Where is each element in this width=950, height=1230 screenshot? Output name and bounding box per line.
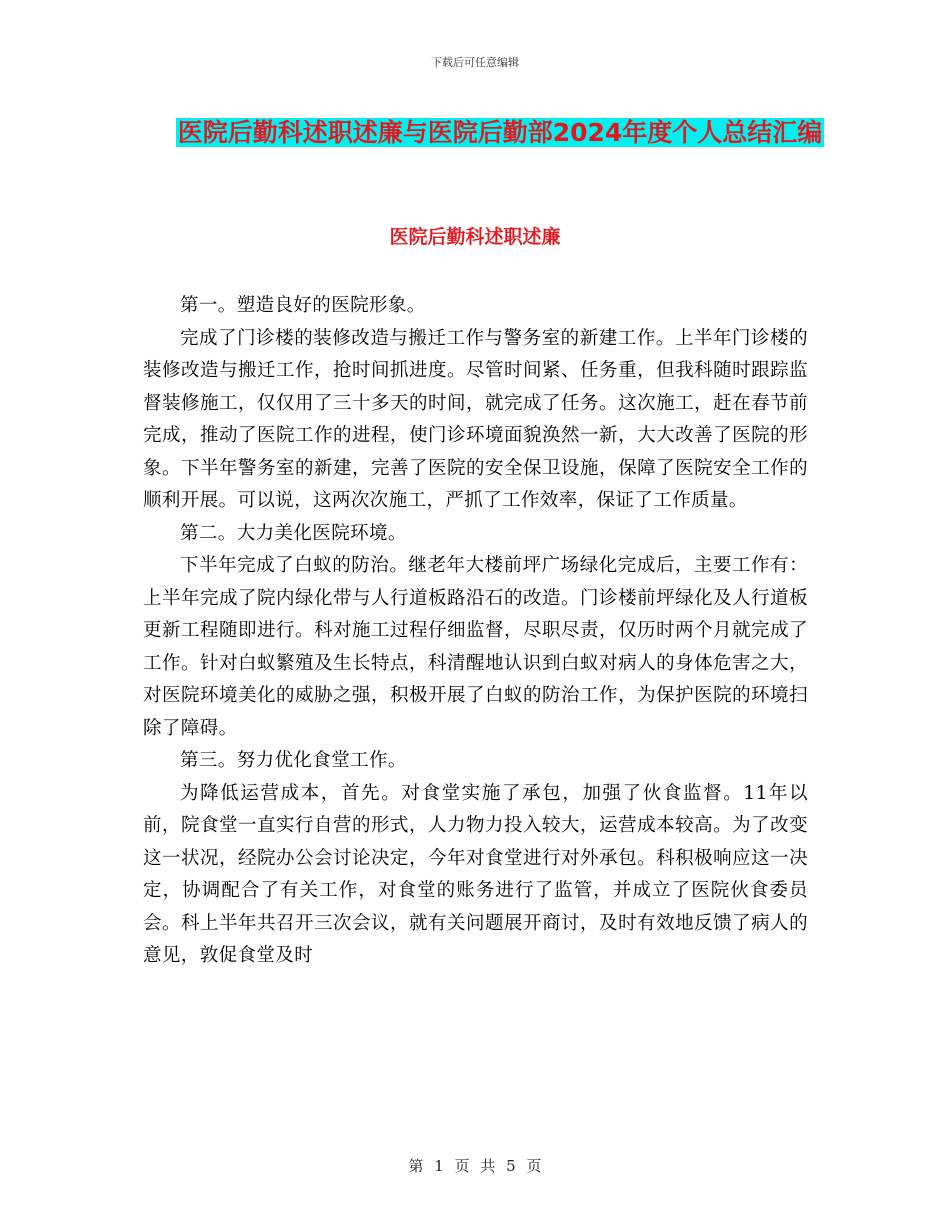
- paragraph: 下半年完成了白蚁的防治。继老年大楼前坪广场绿化完成后，主要工作有：上半年完成了院内绿化带与人行道板路沿石的改造。门诊楼前坪绿化及人行道板更新工程随即进行。科对施工过程仔细监督，尽职尽责，仅历时两个月就完成了工作。针对白蚁繁殖及生长特点，科清醒地认识到白蚁对病人的身体危害之大，对医院环境美化的威胁之强，积极开展了白蚁的防治工作，为保护医院的环境扫除了障碍。: [143, 555, 808, 739]
- header-note: 下载后可任意编辑: [431, 56, 519, 69]
- paragraph: 第三。努力优化食堂工作。: [180, 750, 407, 771]
- document-title: [140, 112, 860, 154]
- body-text: [143, 290, 808, 973]
- paragraph: 第二。大力美化医院环境。: [180, 522, 407, 544]
- paragraph: 为降低运营成本，首先。对食堂实施了承包，加强了伙食监督。11年以前，院食堂一直实行自营的形式，人力物力投入较大，运营成本较高。为了改变这一状况，经院办公会讨论决定，今年对食堂进行对外承包。科积极响应这一决定，协调配合了有关工作，对食堂的账务进行了监管，并成立了医院伙食委员会。科上半年共召开三次会议，就有关问题展开商讨，及时有效地反馈了病人的意见，敦促食堂及时: [143, 782, 808, 966]
- paragraph: 完成了门诊楼的装修改造与搬迁工作与警务室的新建工作。上半年门诊楼的装修改造与搬迁工作，抢时间抓进度。尽管时间紧、任务重，但我科随时跟踪监督装修施工，仅仅用了三十多天的时间，就完成了任务。这次施工，赶在春节前完成，推动了医院工作的进程，使门诊环境面貌涣然一新，大大改善了医院的形象。下半年警务室的新建，完善了医院的安全保卫设施，保障了医院安全工作的顺利开展。可以说，这两次次施工，严抓了工作效率，保证了工作质量。: [143, 327, 808, 511]
- section-title: 医院后勤科述职述廉: [389, 226, 561, 248]
- document-title-text: 医院后勤科述职述廉与医院后勤部2024年度个人总结汇编: [177, 118, 823, 147]
- paragraph: 第一。塑造良好的医院形象。: [180, 295, 426, 316]
- page-footer: 第 1 页 共 5 页: [408, 1157, 542, 1175]
